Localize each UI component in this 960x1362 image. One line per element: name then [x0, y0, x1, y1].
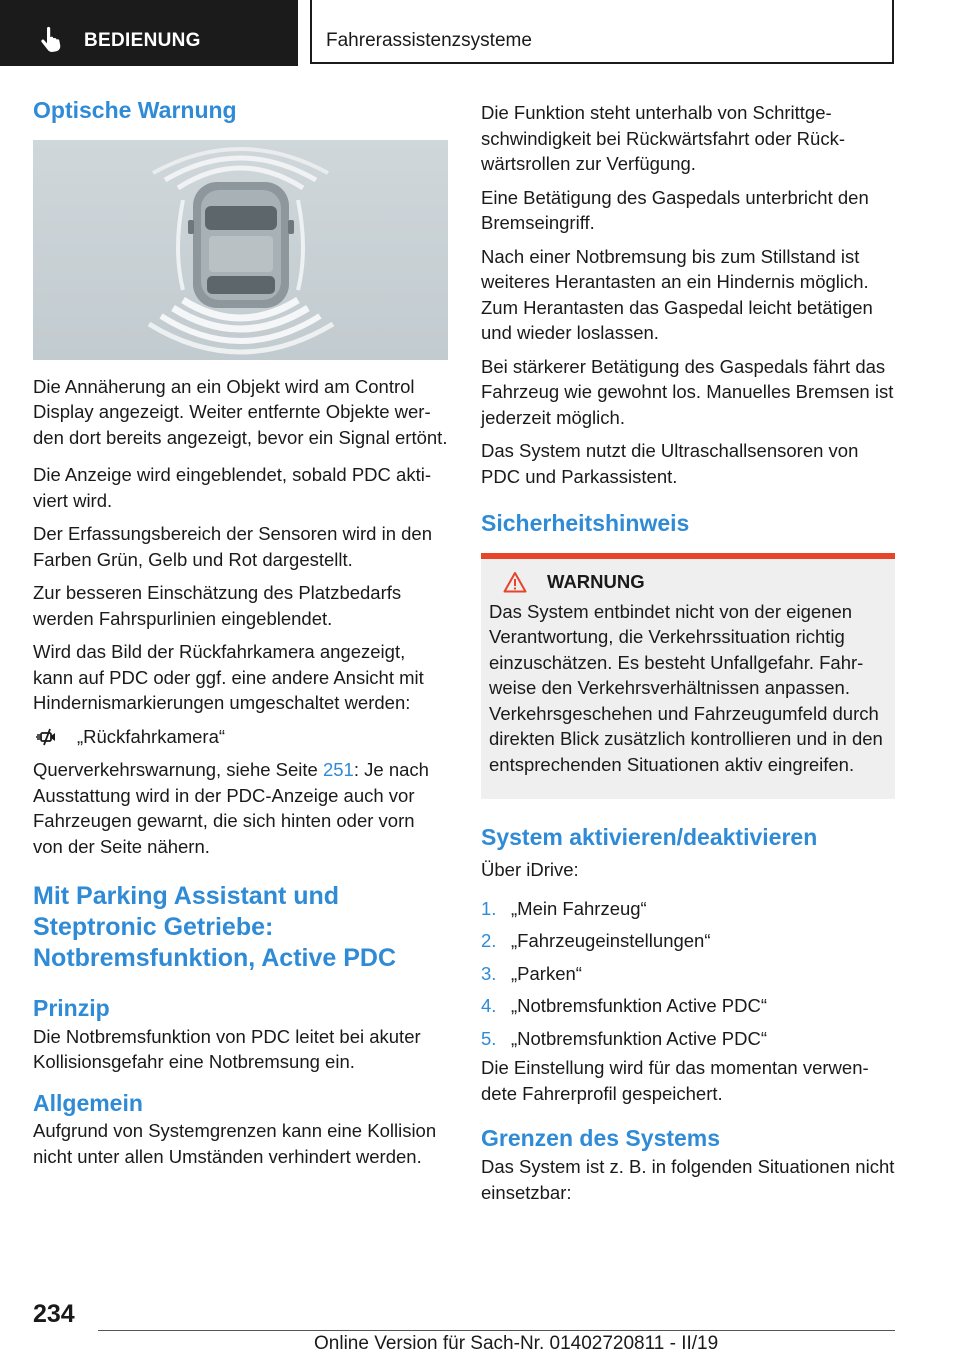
pdc-figure-graphic	[33, 140, 448, 360]
list-item	[481, 1023, 895, 1056]
camera-menu-label: „Rückfahrkamera“	[77, 725, 226, 747]
left-column	[33, 96, 448, 1169]
paragraph: Die Notbremsfunktion von PDC leitet bei akuter Kollisionsgefahr eine Notbremsung ein.	[33, 1025, 421, 1073]
warning-text: Das System entbindet nicht von der eigenen Verantwortung, die Verkehrssituation richtig einzuschätzen. Es besteht Unfallgefahr. Fahrweise den Verkehrsverhältnissen anpassen. Verkehrsgeschehen und Fahrzeugumfeld durch direkten Blick zusätzlich kontrollieren und in den entsprechenden Situationen aktiv eingreifen.	[489, 600, 883, 775]
paragraph: Die Anzeige wird eingeblendet, sobald PDC aktiviert wird.	[33, 464, 431, 511]
paragraph: Das System ist z. B. in folgenden Situationen nicht einsetzbar:	[481, 1156, 895, 1203]
paragraph: Die Funktion steht unterhalb von Schrittgeschwindigkeit bei Rückwärtsfahrt oder Rückwärtsrollen zur Verfügung.	[481, 102, 845, 174]
step-number: 1.	[481, 897, 497, 919]
idrive-steps-list	[481, 893, 895, 1056]
heading-allgemein: Allgemein	[33, 1089, 143, 1116]
heading-system-aktivieren: System aktivieren/deaktivieren	[481, 824, 818, 851]
heading-notbremsfunktion: Mit Parking Assistant und Steptronic Getriebe: Notbremsfunktion, Active PDC	[33, 882, 397, 972]
footer-divider	[98, 1330, 895, 1331]
hand-pointer-icon	[38, 26, 64, 52]
list-item	[481, 925, 895, 958]
online-version-note: Online Version für Sach-Nr. 01402720811 - II/19	[314, 1333, 719, 1354]
page-number: 234	[33, 1300, 75, 1328]
paragraph-querverkehr	[33, 757, 448, 859]
step-text: „Fahrzeugeinstellungen“	[511, 930, 711, 952]
pdc-parking-sensor-illustration	[33, 140, 448, 360]
rear-camera-icon	[35, 727, 59, 747]
paragraph: Das System nutzt die Ultraschallsensoren von PDC und Parkassistent.	[481, 440, 859, 487]
step-number: 4.	[481, 995, 497, 1017]
paragraph: Aufgrund von Systemgrenzen kann eine Kollision nicht unter allen Umständen verhindert werden.	[33, 1120, 437, 1167]
paragraph: Der Erfassungsbereich der Sensoren wird in den Farben Grün, Gelb und Rot dargestellt.	[33, 523, 432, 570]
heading-grenzen: Grenzen des Systems	[481, 1125, 721, 1152]
section-tab	[0, 0, 298, 66]
paragraph: Über iDrive:	[481, 859, 579, 881]
paragraph: Eine Betätigung des Gaspedals unterbricht den Bremseingriff.	[481, 186, 869, 233]
camera-menu-item	[33, 724, 448, 750]
step-number: 3.	[481, 962, 497, 984]
chapter-label: Fahrerassistenzsysteme	[326, 30, 532, 51]
step-text: „Mein Fahrzeug“	[511, 897, 647, 919]
list-item	[481, 958, 895, 991]
warning-title: WARNUNG	[547, 570, 645, 592]
paragraph: Die Annäherung an ein Objekt wird am Control Display angezeigt. Weiter entfernte Objekte werden dort bereits angezeigt, bevor ein Signal ertönt.	[33, 375, 448, 448]
chapter-tab	[310, 0, 894, 64]
warning-triangle-icon	[503, 571, 527, 593]
paragraph: Bei stärkerer Betätigung des Gaspedals fährt das Fahrzeug wie gewohnt los. Manuelles Bremsen ist jederzeit möglich.	[481, 355, 894, 428]
heading-sicherheitshinweis: Sicherheitshinweis	[481, 510, 690, 536]
warning-header	[503, 571, 887, 593]
step-number: 2.	[481, 930, 497, 952]
text-span: Querverkehrswarnung, siehe Seite	[33, 759, 323, 781]
paragraph: Zur besseren Einschätzung des Platzbedarfs werden Fahrspurlinien eingeblendet.	[33, 582, 402, 629]
page-reference-link[interactable]: 251	[322, 759, 354, 781]
paragraph: Die Einstellung wird für das momentan verwendete Fahrerprofil gespeichert.	[481, 1057, 869, 1104]
step-number: 5.	[481, 1027, 497, 1049]
text-span: : Je nach Ausstattung wird in der PDC-Anzeige auch vor Fahrzeugen gewarnt, die sich hinten oder vorn von der Seite nähern.	[33, 759, 429, 857]
list-item	[481, 893, 895, 926]
step-text: „Notbremsfunktion Active PDC“	[511, 1027, 768, 1049]
section-label: BEDIENUNG	[84, 30, 201, 51]
step-text: „Notbremsfunktion Active PDC“	[511, 995, 768, 1017]
paragraph: Wird das Bild der Rückfahrkamera angezeigt, kann auf PDC oder ggf. eine andere Ansicht mit Hindernismarkierungen umgeschaltet werden:	[33, 641, 424, 714]
warning-box	[481, 559, 895, 800]
heading-optische-warnung: Optische Warnung	[33, 97, 237, 123]
step-text: „Parken“	[511, 962, 582, 984]
heading-prinzip: Prinzip	[33, 994, 110, 1021]
right-column	[481, 100, 895, 1205]
paragraph: Nach einer Notbremsung bis zum Stillstand ist weiteres Herantasten an ein Hindernis möglich. Zum Herantasten das Gaspedal leicht betätigen und wieder loslassen.	[481, 245, 873, 343]
list-item	[481, 990, 895, 1023]
page-header	[0, 0, 960, 66]
